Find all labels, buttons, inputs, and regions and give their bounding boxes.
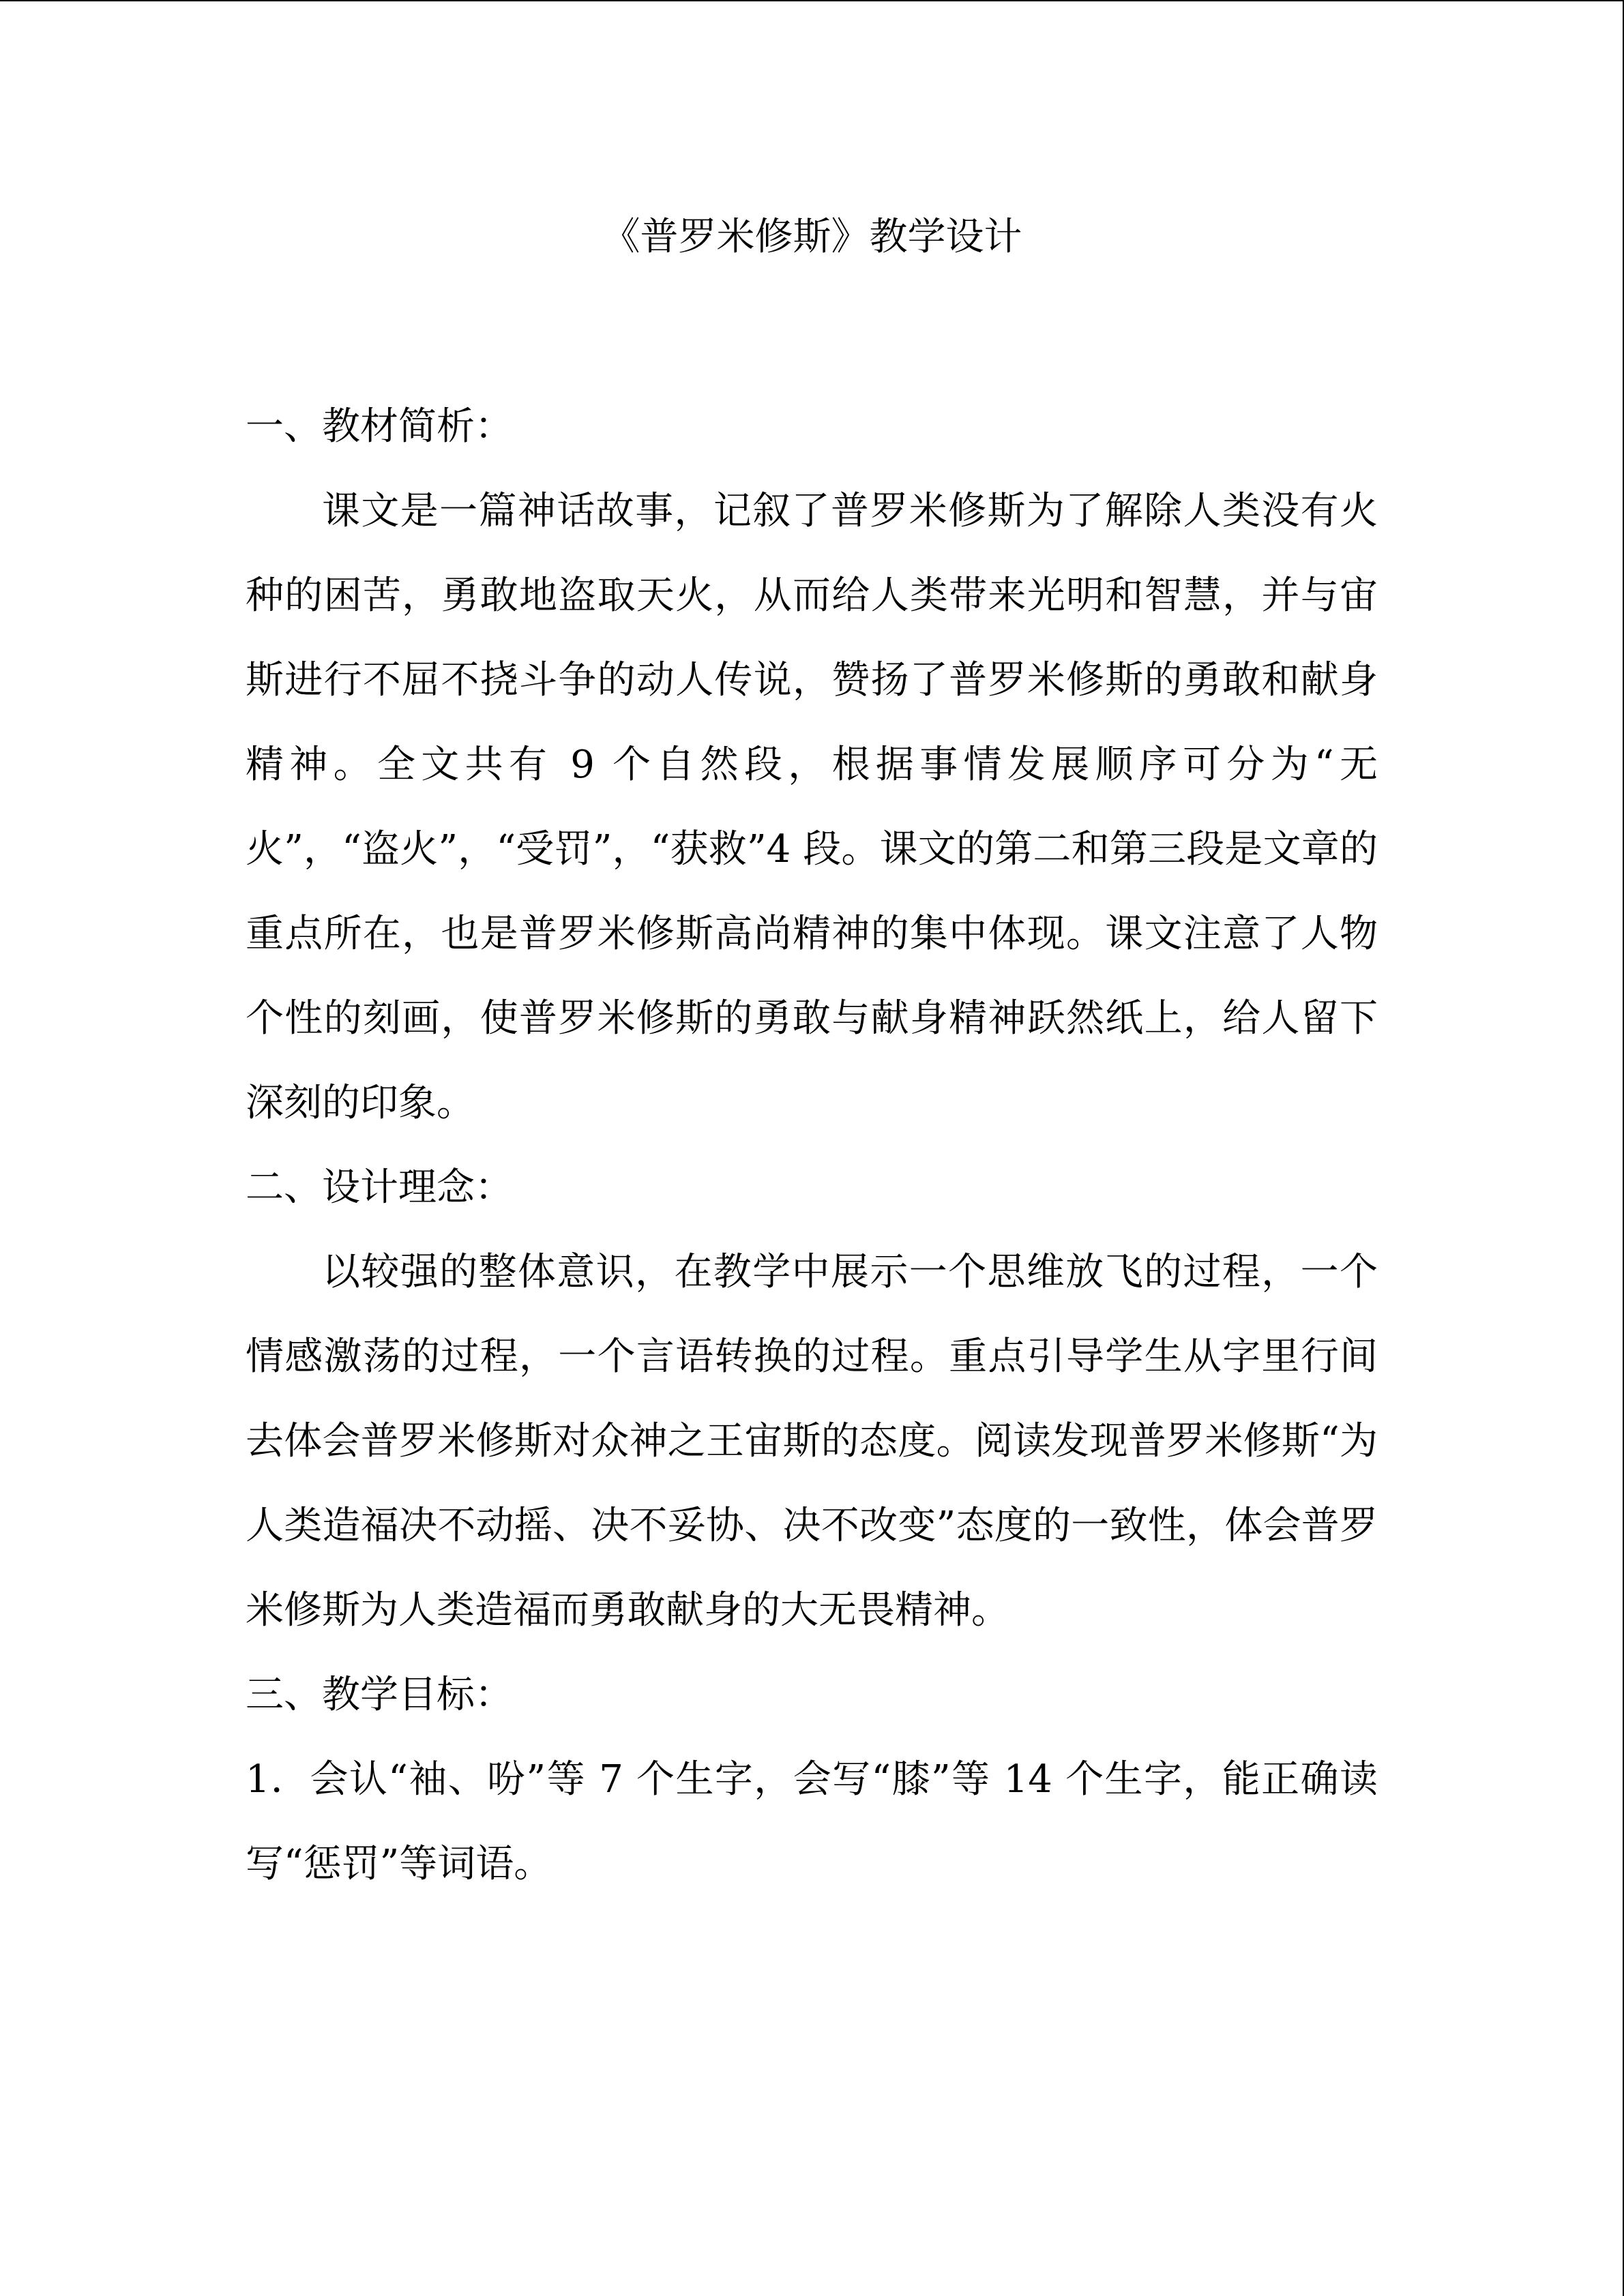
section-heading: 一、教材简析： [246, 404, 513, 449]
section-paragraph: 课文是一篇神话故事，记叙了普罗米修斯为了解除人类没有火种的困苦，勇敢地盗取天火，从而给人类带来光明和智慧，并与宙斯进行不屈不挠斗争的动人传说，赞扬了普罗米修斯的勇敢和献身精神。全文共有 9 个自然段，根据事情发展顺序可分为“无火”，“盗火”，“受罚”，“获救”4 段。课文的第二和第三段是文章的重点所在，也是普罗米修斯高尚精神的集中体现。课文注意了人物个性的刻画，使普罗米修斯的勇敢与献身精神跃然纸上，给人留下深刻的印象。 [246, 489, 1378, 1125]
section-paragraph: 以较强的整体意识，在教学中展示一个思维放飞的过程，一个情感激荡的过程，一个言语转换的过程。重点引导学生从字里行间去体会普罗米修斯对众神之王宙斯的态度。阅读发现普罗米修斯“为人类造福决不动摇、决不妥协、决不改变”态度的一致性，体会普罗米修斯为人类造福而勇敢献身的大无畏精神。 [246, 1250, 1378, 1632]
section-teaching-goals [246, 1653, 1378, 1907]
document-body [246, 385, 1378, 1907]
section-textbook-analysis [246, 385, 1378, 1146]
document-title: 《普罗米修斯》教学设计 [602, 215, 1022, 259]
section-design-concept [246, 1146, 1378, 1653]
section-heading: 二、设计理念： [246, 1165, 513, 1210]
section-heading: 三、教学目标： [246, 1673, 513, 1717]
goal-list-item: 1．会认“袖、吩”等 7 个生字，会写“膝”等 14 个生字，能正确读写“惩罚”等词语。 [246, 1757, 1378, 1886]
